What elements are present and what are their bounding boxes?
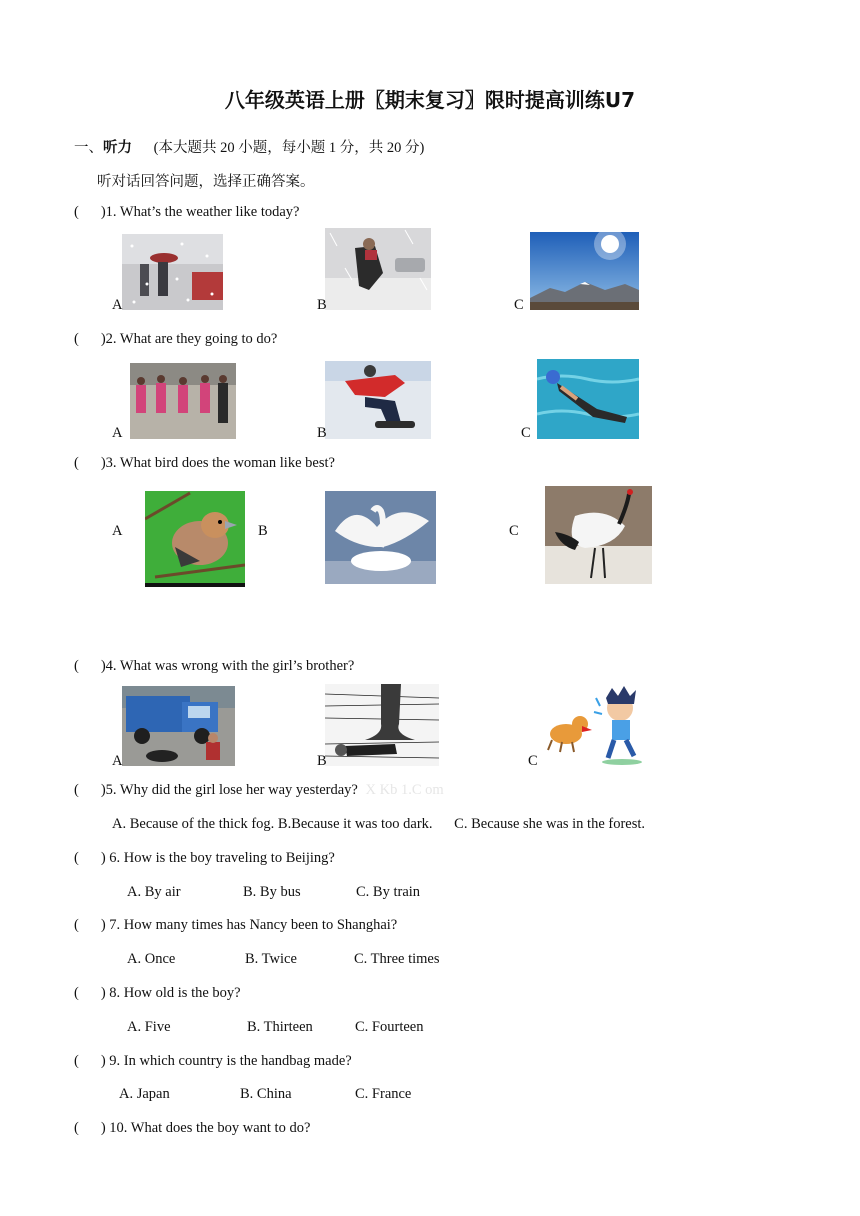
snowy-street-umbrella-image: [122, 234, 223, 310]
option-a: A. Because of the thick fog.: [112, 816, 275, 832]
question-4: [74, 658, 354, 675]
option-b-label: B: [317, 753, 327, 769]
question-6-text: ) 6. How is the boy traveling to Beijing?: [100, 850, 335, 866]
question-2: [74, 331, 277, 348]
option-a-label: A: [112, 425, 123, 441]
question-10-text: ) 10. What does the boy want to do?: [100, 1120, 311, 1136]
option-c: C. Fourteen: [355, 1019, 424, 1035]
question-1: [74, 204, 299, 221]
answer-blank-paren: (: [74, 1120, 79, 1136]
section-instruction: 听对话回答问题，选择正确答案。: [97, 174, 315, 190]
question-5: [74, 782, 444, 799]
question-3-text: )3. What bird does the woman like best?: [100, 455, 335, 471]
option-a-label: A: [112, 753, 123, 769]
option-b: B. Thirteen: [247, 1019, 313, 1035]
option-c: C. Because she was in the forest.: [454, 816, 646, 832]
question-7-text: ) 7. How many times has Nancy been to Shanghai?: [100, 917, 398, 933]
swimming-image: [537, 359, 639, 439]
question-1-text: )1. What’s the weather like today?: [100, 204, 300, 220]
question-7: [74, 917, 397, 934]
option-c-label: C: [528, 753, 538, 769]
truck-accident-image: [122, 686, 235, 766]
section-number: 一、: [74, 140, 103, 156]
section-name: 听力: [103, 140, 132, 156]
small-bird-on-branch-image: [145, 491, 245, 587]
option-b: B. By bus: [243, 884, 301, 900]
option-c: C. By train: [356, 884, 421, 900]
watermark-text: X Kb 1.C om: [365, 782, 444, 798]
answer-blank-paren: (: [74, 850, 79, 866]
red-crowned-crane-image: [545, 486, 652, 584]
option-c-label: C: [509, 523, 519, 539]
group-dancing-image: [130, 363, 236, 439]
question-10: [74, 1120, 310, 1137]
question-3: [74, 455, 335, 472]
question-8: [74, 985, 241, 1002]
answer-blank-paren: (: [74, 658, 79, 674]
person-under-tree-image: [325, 684, 439, 766]
option-a: A. By air: [127, 884, 181, 900]
answer-blank-paren: (: [74, 204, 79, 220]
question-8-text: ) 8. How old is the boy?: [100, 985, 241, 1001]
question-5-options: [112, 816, 645, 833]
option-b: B. China: [240, 1086, 292, 1102]
answer-blank-paren: (: [74, 331, 79, 347]
question-2-text: )2. What are they going to do?: [100, 331, 278, 347]
answer-blank-paren: (: [74, 917, 79, 933]
answer-blank-paren: (: [74, 1053, 79, 1069]
option-a: A. Five: [127, 1019, 171, 1035]
question-9-text: ) 9. In which country is the handbag made?: [100, 1053, 352, 1069]
option-a-label: A: [112, 297, 123, 313]
answer-blank-paren: (: [74, 985, 79, 1001]
answer-blank-paren: (: [74, 782, 79, 798]
question-4-text: )4. What was wrong with the girl’s brother?: [100, 658, 355, 674]
option-a-label: A: [112, 523, 123, 539]
question-9: [74, 1053, 352, 1070]
snowstorm-person-image: [325, 228, 431, 310]
option-c-label: C: [514, 297, 524, 313]
section-header: [74, 136, 424, 157]
option-b-label: B: [258, 523, 268, 539]
snowboarding-image: [325, 361, 431, 439]
question-6: [74, 850, 335, 867]
answer-blank-paren: (: [74, 455, 79, 471]
page-title: 八年级英语上册〖期末复习〗限时提高训练U7: [224, 88, 636, 112]
option-c: C. France: [355, 1086, 412, 1102]
option-b-label: B: [317, 425, 327, 441]
question-5-text: )5. Why did the girl lose her way yesterday?: [100, 782, 358, 798]
option-b: B. Twice: [245, 951, 297, 967]
option-b-label: B: [317, 297, 327, 313]
sunny-mountain-sky-image: [530, 232, 639, 310]
option-a: A. Japan: [119, 1086, 170, 1102]
option-c: C. Three times: [354, 951, 440, 967]
dog-chasing-boy-image: [542, 684, 652, 767]
option-c-label: C: [521, 425, 531, 441]
option-b: B.Because it was too dark.: [277, 816, 433, 832]
section-note: (本大题共 20 小题，每小题 1 分，共 20 分): [153, 140, 425, 156]
white-swan-image: [325, 491, 436, 584]
option-a: A. Once: [127, 951, 176, 967]
